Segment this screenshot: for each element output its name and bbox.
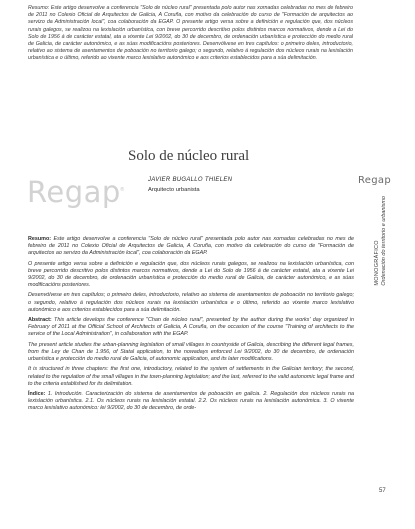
section-label: MONOGRÁFICO [374,240,380,286]
page-number: 57 [379,488,386,494]
abstract-text: This article develops the conference "Chan de núcleo rural", presented by the author during the works' day organized in February of 2011 at the Official School of Architects of Galicia, A Coruña, on the occasion of the course "Training of architects to the service of the Local Administration", in collaboration with the EGAP. [28,317,355,338]
regap-logo-text: Regap [27,175,121,209]
abstract-label: Abstract: [28,317,52,324]
resumo-text: Este artigo desenvolve a conferencia "Solo de núcleo rural" presentada polo autor nas xornadas celebradas no mes de febreiro de 2011 no Colexio Oficial de Arquitectos de Galicia, A Coruña, con motivo da celebración do curso de "Formación de arquitectos ao servizo da Administración local", coa colaboración da EGAP. [28,236,354,257]
abstract-paragraph [28,317,354,338]
regap-logo [27,175,125,209]
resumo-paragraph [28,236,354,257]
body-paragraph-5: The present article studies the urban-planning legislation of small villages in countryside of Galicia, describing the different legal frames, from the Ley de Chan de 1.956, of Statal application, to the nowadays enforced Lei 9/2002, do 30 de decembro, de ordenación urbanística e protección do medio rural de Galicia, of autonomic application, and its later modifications. [28,341,354,363]
subsection-label: Ordenación do territorio e urbanismo [381,196,387,286]
author-name: JAVIER BUGALLO THIELEN [148,177,233,183]
article-title: Solo de núcleo rural [128,148,250,164]
body-paragraph-6: It is structured in three chapters: the first one, introductory, related to the system of settlements in the Galician territory; the second, related to the regulation of the small villages in the town-planning legislation; and the last, referred to the valid autonomic legal frame and to the criteria established for its delimitation. [28,366,354,387]
indice-text: 1. Introdución. Caracterización do sistema de asentamentos de poboación en galicia. 2. Regulación dos núcleos rurais na lexislación urbanística. 2.1. Os núcleos rurais na lexislación estatal. 2.2. Os núcleos rurais na lexislación autonómica. 3. O vixente marco lexislativo autonómico: lei 9/2002, do 30 de decembro, de orde- [28,391,354,412]
regap-logo-small: Regap [358,175,391,186]
body-paragraph-2: O presente artigo versa sobre a definición e regulación que, dos núcleos rurais galegos, se realizou na lexislación urbanística, con breve percorrido descritivo polos distintos marcos normativos, dende a Lei do Solo de 1956 á de carácter estatal, ata a vixente Lei 9/2002, do 30 de decembro, de ordenación urbanística e protección do medio rural de Galicia, de carácter autonómico, e as súas modificacións posteriores. [28,260,354,289]
resumo-label: Resumo: [28,236,52,242]
body-paragraph-3: Desenvólvese en tres capítulos; o primeiro deles, introductorio, relativo ao sistema de asentamentos de poboación no territorio galego; o segundo, relativo á regulación dos núcleos rurais na lexislación urbanística e o último, referido ao vixente marco lexislativo autonómico e aos criterios establecidos para a súa delimitación. [28,292,354,313]
indice-paragraph [28,391,354,412]
registered-mark: ® [119,187,126,194]
abstract-block [28,236,354,416]
mirrored-top-paragraph: Resumo: Este artigo desenvolve a conferencia "Solo de núcleo rural" presentada polo autor nas xornadas celebradas no mes de febreiro de 2011 no Colexio Oficial de Arquitectos de Galicia, A Coruña, con motivo da celebración do curso de "Formación de arquitectos ao servizo da Administración local", coa colaboración da EGAP. O presente artigo versa sobre a definición e regulación que, dos núcleos rurais galegos, se realizou na lexislación urbanística, con breve percorrido descritivo polos distintos marcos normativos, dende a Lei do Solo de 1956 á de carácter estatal, ata a vixente Lei 9/2002, do 30 de decembro, de ordenación urbanística e protección do medio rural de Galicia, de carácter autonómico, e as súas modificacións posteriores. Desenvólvese en tres capítulos: o primeiro deles, introductorio, relativo ao sistema de asentamentos de poboación no territorio galego; o segundo, relativo á regulación dos núcleos rurais na lexislación urbanística e o último, referido ao vixente marco lexislativo autonómico e aos criterios establecidos para a súa delimitación. [28,5,353,62]
indice-label: Índice: [28,391,46,398]
author-affiliation: Arquitecto urbanista [148,187,200,193]
